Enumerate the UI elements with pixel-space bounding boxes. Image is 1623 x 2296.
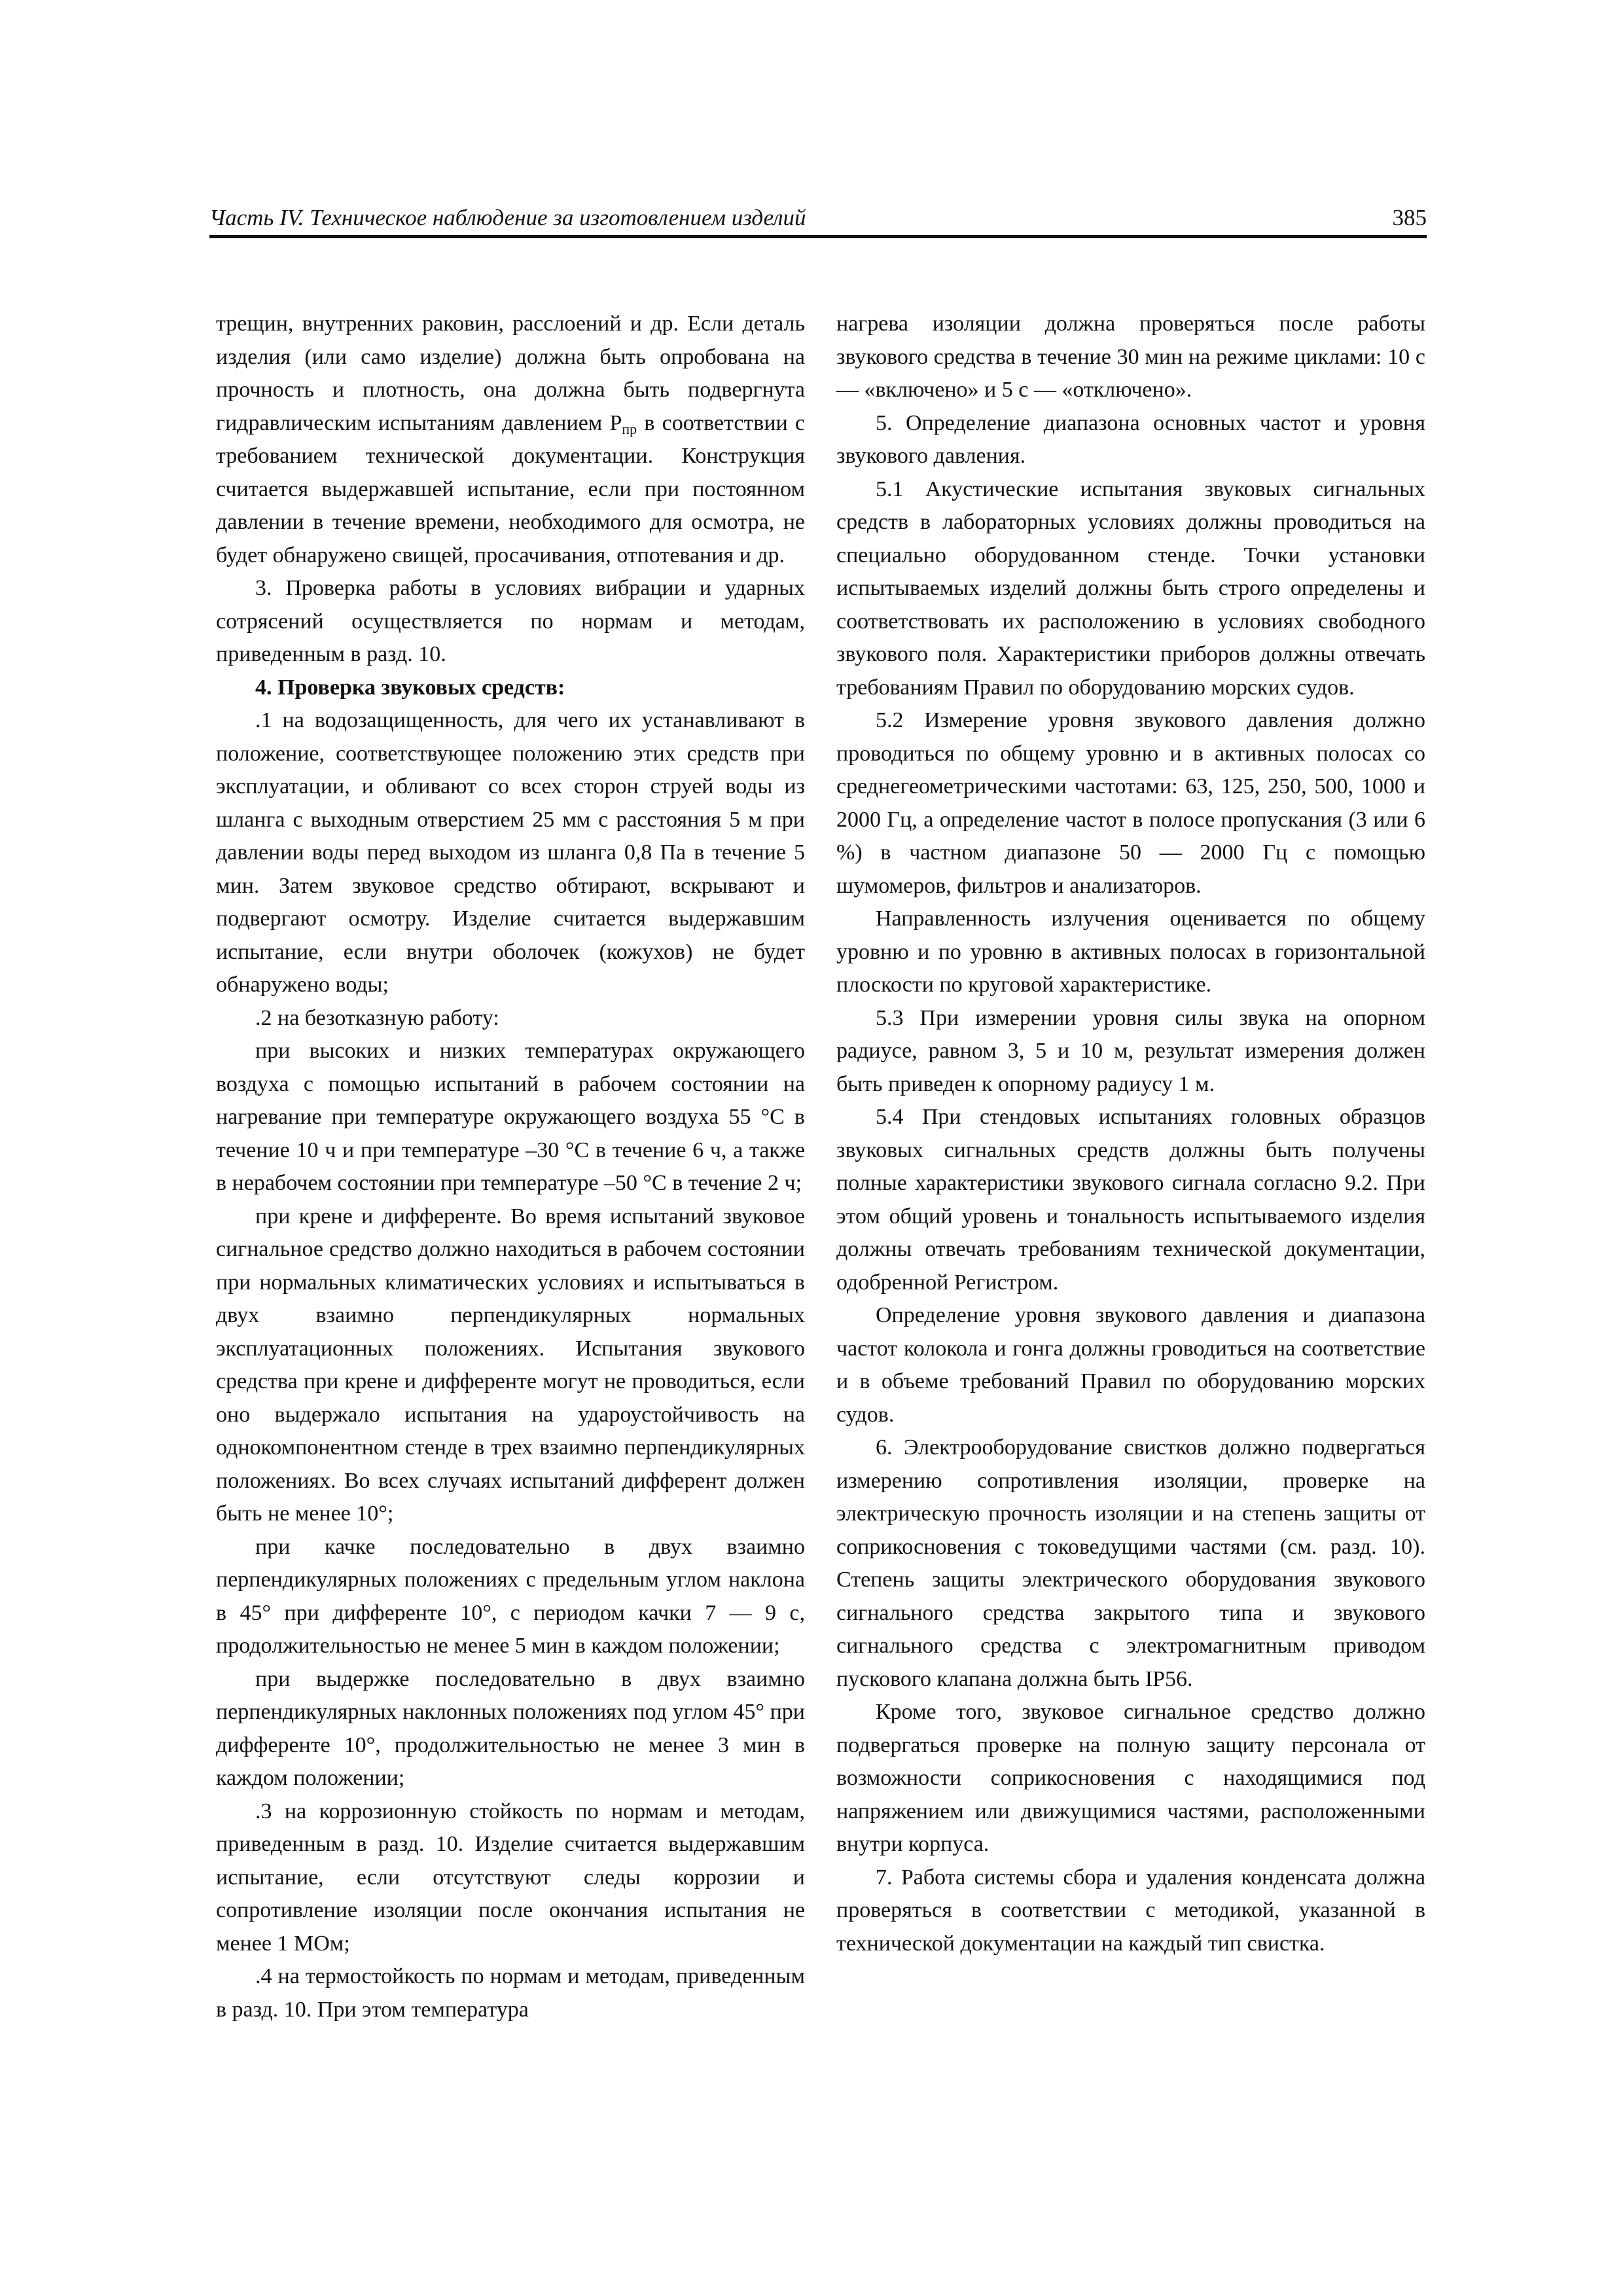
paragraph-heel-trim: при крене и дифференте. Во время испытаний звуковое сигнальное средство должно находиться в рабочем состоянии при нормальных климатических условиях и испытываться в двух взаимно перпендикулярных нормальных эксплуатационных положениях. Испытания звукового средства при крене и дифференте могут не проводиться, если оно выдержало испытания на удароустойчивость на однокомпонентном стенде в трех взаимно перпендикулярных положениях. Во всех случаях испытаний дифферент должен быть не менее 10°;: [216, 1204, 805, 1526]
paragraph-personnel-protection: Кроме того, звуковое сигнальное средство должно подвергаться проверке на полную защиту персонала от возможности соприкосновения с находящимися под напряжением или движущимися частями, расположенными внутри корпуса.: [836, 1700, 1425, 1856]
paragraph-rolling: при качке последовательно в двух взаимно перпендикулярных положениях с предельным углом наклона в 45° при дифференте 10°, с периодом качки 7 — 9 с, продолжительностью не менее 5 мин в каждом положении;: [216, 1534, 805, 1658]
paragraph-4-3-corrosion: .3 на коррозионную стойкость по нормам и методам, приведенным в разд. 10. Изделие считается выдержавшим испытание, если отсутствуют следы коррозии и сопротивление изоляции после окончания испытания не менее 1 МОм;: [216, 1799, 805, 1956]
paragraph-temperature: при высоких и низких температурах окружающего воздуха с помощью испытаний в рабочем состоянии на нагревание при температуре окружающего воздуха 55 °С в течение 10 ч и при температуре –30 °С в течение 6 ч, а также в нерабочем состоянии при температуре –50 °С в течение 2 ч;: [216, 1039, 805, 1195]
page-number: 385: [1392, 205, 1427, 230]
paragraph-insulation-heating: нагрева изоляции должна проверяться после работы звукового средства в течение 30 мин на режиме циклами: 10 с — «включено» и 5 с — «отключено».: [836, 312, 1425, 402]
paragraph-hydraulic-test: трещин, внутренних раковин, расслоений и др. Если деталь изделия (или само изделие) должна быть опробована на прочность и плотность, она должна быть подвергнута гидравлическим испытаниям давлением $P_{пр}$ в соответствии с требованием технической документации. Конструкция считается выдержавшей испытание, если при постоянном давлении в течение времени, необходимого для осмотра, не будет обнаружено свищей, просачивания, отпотевания и др.: [216, 312, 805, 567]
paragraph-5-4-bench-tests: 5.4 При стендовых испытаниях головных образцов звуковых сигнальных средств должны быть получены полные характеристики звукового сигнала согласно 9.2. При этом общий уровень и тональность испытываемого изделия должны отвечать требованиям технической документации, одобренной Регистром.: [836, 1105, 1425, 1295]
paragraph-7-condensate: 7. Работа системы сбора и удаления конденсата должна проверяться в соответствии с методикой, указанной в технической документации на каждый тип свистка.: [836, 1865, 1425, 1956]
running-header: [209, 198, 1427, 238]
paragraph-5-2-sound-pressure: 5.2 Измерение уровня звукового давления должно проводиться по общему уровню и в активных полосах со среднегеометрическими частотами: 63, 125, 250, 500, 1000 и 2000 Гц, а определение частот в полосе пропускания (3 или 6 %) в частном диапазоне 50 — 2000 Гц с помощью шумомеров, фильтров и анализаторов.: [836, 708, 1425, 898]
paragraph-4-2-reliability: .2 на безотказную работу:: [255, 1005, 499, 1030]
paragraph-4-sound-devices: 4. Проверка звуковых средств:: [255, 675, 565, 700]
left-column: [216, 308, 805, 2026]
paragraph-5-1-acoustic-tests: 5.1 Акустические испытания звуковых сигнальных средств в лабораторных условиях должны проводиться на специально оборудованном стенде. Точки установки испытываемых изделий должны быть строго определены и соответствовать их расположению в условиях свободного звукового поля. Характеристики приборов должны отвечать требованиям Правил по оборудованию морских судов.: [836, 476, 1425, 700]
paragraph-6-electrical: 6. Электрооборудование свистков должно подвергаться измерению сопротивления изоляции, проверке на электрическую прочность изоляции и на степень защиты от соприкосновения с токоведущими частями (см. разд. 10). Степень защиты электрического оборудования звукового сигнального средства закрытого типа и звукового сигнального средства с электромагнитным приводом пускового клапана должна быть IP56.: [836, 1435, 1425, 1691]
paragraph-3-vibration: 3. Проверка работы в условиях вибрации и ударных сотрясений осуществляется по нормам и методам, приведенным в разд. 10.: [216, 576, 805, 666]
paragraph-4-1-water-protection: .1 на водозащищенность, для чего их устанавливают в положение, соответствующее положению этих средств при эксплуатации, и обливают со всех сторон струей воды из шланга с выходным отверстием 25 мм с расстояния 5 м при давлении воды перед выходом из шланга 0,8 Па в течение 5 мин. Затем звуковое средство обтирают, вскрывают и подвергают осмотру. Изделие считается выдержавшим испытание, если внутри оболочек (кожухов) не будет обнаружено воды;: [216, 708, 805, 997]
paragraph-5-frequency-range: 5. Определение диапазона основных частот и уровня звукового давления.: [836, 410, 1425, 468]
paragraph-inclined-hold: при выдержке последовательно в двух взаимно перпендикулярных наклонных положениях под углом 45° при дифференте 10°, продолжительностью не менее 3 мин в каждом положении;: [216, 1666, 805, 1790]
paragraph-bell-gong: Определение уровня звукового давления и диапазона частот колокола и гонга должны гроводиться на соответствие и в объеме требований Правил по оборудованию морских судов.: [836, 1303, 1425, 1427]
paragraph-directivity: Направленность излучения оценивается по общему уровню и по уровню в активных полосах в горизонтальной плоскости по круговой характеристике.: [836, 906, 1425, 997]
paragraph-5-3-intensity: 5.3 При измерении уровня силы звука на опорном радиусе, равном 3, 5 и 10 м, результат измерения должен быть приведен к опорному радиусу 1 м.: [836, 1005, 1425, 1096]
right-column: [836, 308, 1425, 1960]
paragraph-4-4-heat-resistance: .4 на термостойкость по нормам и методам, приведенным в разд. 10. При этом температура: [216, 1964, 805, 2022]
header-title: Часть IV. Техническое наблюдение за изготовлением изделий: [209, 205, 806, 230]
